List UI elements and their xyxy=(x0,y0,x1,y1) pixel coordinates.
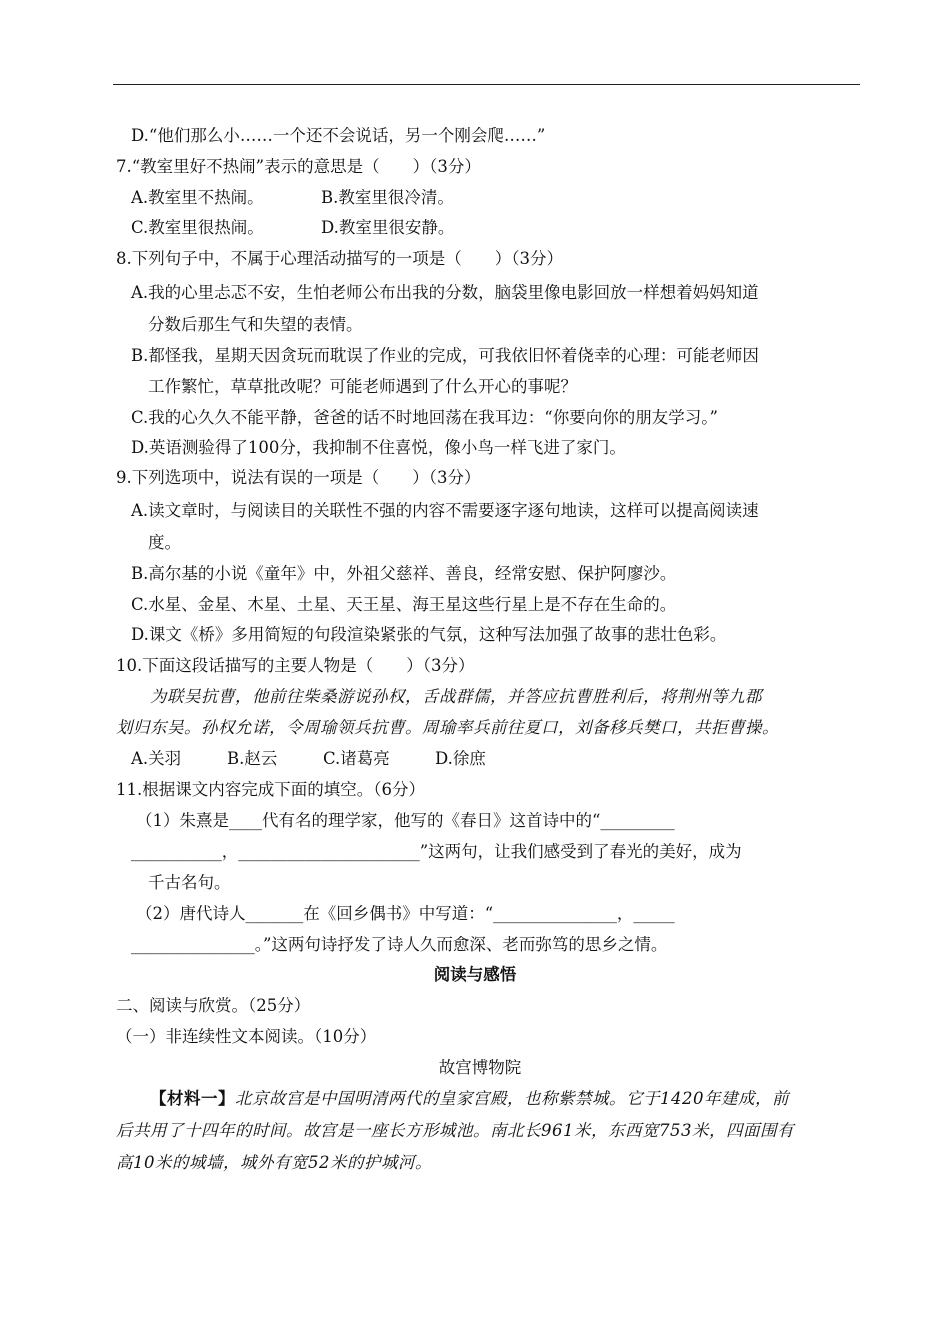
material-one-line1 xyxy=(150,1088,789,1110)
q7-options-row2 xyxy=(131,217,454,239)
q10-passage-line2: 划归东吴。孙权允诺，令周瑜领兵抗曹。周瑜率兵前往夏口，刘备移兵樊口，共拒曹操。 xyxy=(116,718,779,737)
q7-options-row1 xyxy=(131,187,454,209)
section-heading: 阅读与感悟 xyxy=(433,965,517,984)
q8-stem: 8.下列句子中，不属于心理活动描写的一项是（ ）（3分） xyxy=(116,249,563,268)
q10-option-a: A.关羽 xyxy=(131,749,182,768)
material-one-line3: 高10米的城墙，城外有宽52米的护城河。 xyxy=(116,1153,432,1172)
q8-option-c: C.我的心久久不能平静，爸爸的话不时地回荡在我耳边：“你要向你的朋友学习。” xyxy=(131,408,718,427)
q10-option-c: C.诸葛亮 xyxy=(323,749,390,768)
q8-option-a-line2: 分数后那生气和失望的表情。 xyxy=(148,315,363,334)
q11-item1-line1: （1）朱熹是____代有名的理学家，他写的《春日》这首诗中的“_________ xyxy=(136,811,675,830)
q9-option-d: D.课文《桥》多用简短的句段渲染紧张的气氛，这种写法加强了故事的悲壮色彩。 xyxy=(131,625,727,644)
q11-item2-line2: _______________。”这两句诗抒发了诗人久而愈深、老而弥笃的思乡之情。 xyxy=(131,935,668,954)
q9-option-a-line1: A.读文章时，与阅读目的关联性不强的内容不需要逐字逐句地读，这样可以提高阅读速 xyxy=(131,501,759,520)
q6-option-d: D.“他们那么小……一个还不会说话，另一个刚会爬……” xyxy=(131,126,546,145)
q10-passage-line1: 为联吴抗曹，他前往柴桑游说孙权，舌战群儒，并答应抗曹胜利后，将荆州等九郡 xyxy=(150,687,762,706)
q7-stem: 7.“教室里好不热闹”表示的意思是（ ）（3分） xyxy=(116,157,481,176)
q9-stem: 9.下列选项中，说法有误的一项是（ ）（3分） xyxy=(116,468,481,487)
q10-options xyxy=(131,748,486,770)
q7-option-b: B.教室里很冷清。 xyxy=(321,188,454,207)
q8-option-a-line1: A.我的心里忐忑不安，生怕老师公布出我的分数，脑袋里像电影回放一样想着妈妈知道 xyxy=(131,283,759,302)
part-two-title: 二、阅读与欣赏。（25分） xyxy=(116,996,311,1015)
q11-item2-line1: （2）唐代诗人_______在《回乡偶书》中写道：“_______________，_____ xyxy=(136,904,675,923)
q8-option-d: D.英语测验得了100分，我抑制不住喜悦，像小鸟一样飞进了家门。 xyxy=(131,438,626,457)
q10-option-d: D.徐庶 xyxy=(435,749,486,768)
q11-stem: 11.根据课文内容完成下面的填空。（6分） xyxy=(116,780,425,799)
q11-item1-line2: ___________，______________________”这两句，让我们感受到了春光的美好，成为 xyxy=(131,842,742,861)
material-one-line2: 后共用了十四年的时间。故宫是一座长方形城池。南北长961米，东西宽753米，四面围有 xyxy=(116,1121,794,1140)
q8-option-b-line1: B.都怪我，星期天因贪玩而耽误了作业的完成，可我依旧怀着侥幸的心理：可能老师因 xyxy=(131,346,759,365)
q9-option-a-line2: 度。 xyxy=(148,533,181,552)
subsection-one-title: （一）非连续性文本阅读。（10分） xyxy=(116,1027,377,1046)
q7-option-c: C.教室里很热闹。 xyxy=(131,218,264,237)
q9-option-b: B.高尔基的小说《童年》中，外祖父慈祥、善良，经常安慰、保护阿廖沙。 xyxy=(131,564,677,583)
q11-item1-line3: 千古名句。 xyxy=(148,873,231,892)
q7-option-a: A.教室里不热闹。 xyxy=(131,188,264,207)
material-one-text1: 北京故宫是中国明清两代的皇家宫殿，也称紫禁城。它于1420年建成，前 xyxy=(235,1089,789,1108)
q10-option-b: B.赵云 xyxy=(227,749,278,768)
top-rule xyxy=(113,84,860,85)
material-one-label: 【材料一】 xyxy=(150,1089,235,1108)
q10-stem: 10.下面这段话描写的主要人物是（ ）（3分） xyxy=(116,656,475,675)
q7-option-d: D.教室里很安静。 xyxy=(321,218,455,237)
q8-option-b-line2: 工作繁忙，草草批改呢？可能老师遇到了什么开心的事呢？ xyxy=(148,377,577,396)
passage-title: 故宫博物院 xyxy=(438,1058,522,1077)
q9-option-c: C.水星、金星、木星、土星、天王星、海王星这些行星上是不存在生命的。 xyxy=(131,595,677,614)
